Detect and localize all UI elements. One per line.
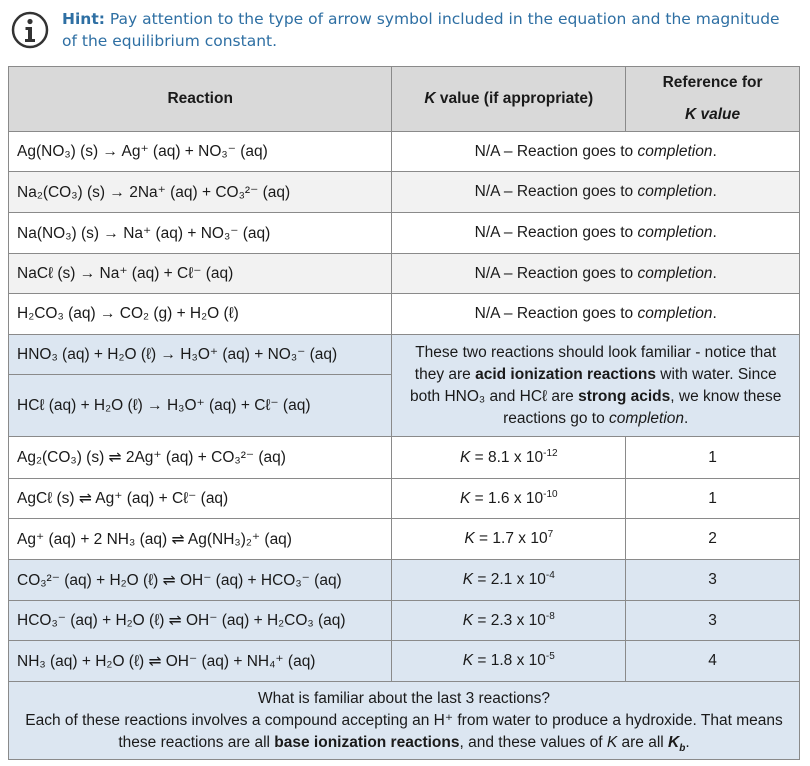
k-symbol: K (462, 611, 474, 629)
completion-prefix: N/A – Reaction goes to (474, 264, 638, 282)
note-text: These two reactions should look familiar - notice that they are (414, 343, 777, 383)
table-row (9, 519, 800, 560)
header-k-text: value (if appropriate) (435, 90, 594, 107)
k-mantissa: = 8.1 x 10 (470, 448, 544, 466)
header-ref-line2: K value (685, 106, 741, 123)
reactions-table (8, 66, 800, 760)
table-row (9, 172, 800, 213)
k-value-cell (392, 479, 626, 519)
k-symbol: K (462, 571, 474, 588)
k-value-cell (392, 601, 626, 641)
note-bold: acid ionization reactions (475, 365, 656, 383)
k-value-cell (392, 560, 626, 601)
completion-suffix: . (712, 142, 717, 160)
footer-note (9, 682, 800, 760)
header-k-value (392, 67, 626, 132)
header-k-symbol: K (424, 90, 436, 107)
k-symbol: K (459, 448, 471, 466)
completion-italic: completion (637, 224, 713, 241)
table-row (9, 254, 800, 294)
completion-cell (392, 172, 800, 213)
footer-k-italic: K (606, 733, 618, 751)
k-mantissa: = 1.6 x 10 (470, 489, 544, 507)
footer-text: , and these values of (459, 733, 607, 751)
k-exponent: -8 (545, 610, 555, 622)
footer-row (9, 682, 800, 760)
footer-kb: K (668, 733, 680, 751)
reaction-cell: Ag₂(CO₃) (s) ⇌ 2Ag⁺ (aq) + CO₃²⁻ (aq) (9, 437, 392, 479)
reaction-cell: Na(NO₃) (s) → Na⁺ (aq) + NO₃⁻ (aq) (9, 213, 392, 254)
table-row (9, 335, 800, 375)
completion-cell (392, 294, 800, 335)
reference-cell: 1 (626, 479, 800, 519)
reference-cell: 1 (626, 437, 800, 479)
completion-suffix: . (712, 305, 717, 322)
completion-cell (392, 213, 800, 254)
header-reference (626, 67, 800, 132)
completion-prefix: N/A – Reaction goes to (474, 305, 638, 322)
k-symbol: K (464, 530, 475, 547)
table-row (9, 479, 800, 519)
k-mantissa: = 1.8 x 10 (473, 652, 546, 669)
k-exponent: -12 (543, 447, 558, 459)
reaction-cell: H₂CO₃ (aq) → CO₂ (g) + H₂O (ℓ) (9, 294, 392, 335)
reference-cell: 4 (626, 641, 800, 682)
completion-suffix: . (712, 183, 717, 200)
completion-italic: completion (637, 183, 713, 200)
note-bold: strong acids (578, 387, 671, 405)
footer-end: . (685, 733, 690, 751)
footer-text: Each of these reactions involves a compound accepting an H⁺ from water to produce a hydroxide. That means these reactions are all (25, 711, 783, 751)
table-row (9, 132, 800, 172)
completion-italic: completion (637, 142, 713, 160)
completion-prefix: N/A – Reaction goes to (474, 183, 638, 200)
reaction-cell: HCℓ (aq) + H₂O (ℓ) → H₃O⁺ (aq) + Cℓ⁻ (aq) (9, 375, 392, 437)
k-exponent: 7 (547, 528, 554, 540)
hint-box (10, 6, 800, 62)
completion-cell (392, 254, 800, 294)
reaction-cell: Ag(NO₃) (s) → Ag⁺ (aq) + NO₃⁻ (aq) (9, 132, 392, 172)
hint-text (62, 8, 797, 52)
strong-acid-note (392, 335, 800, 437)
table-row (9, 560, 800, 601)
reference-cell: 3 (626, 601, 800, 641)
k-exponent: -5 (545, 650, 555, 662)
k-exponent: -4 (545, 569, 555, 581)
reaction-cell: NaCℓ (s) → Na⁺ (aq) + Cℓ⁻ (aq) (9, 254, 392, 294)
k-exponent: -10 (543, 488, 558, 500)
footer-kb-sub: b (679, 742, 686, 754)
k-symbol: K (459, 489, 471, 507)
header-reaction: Reaction (9, 67, 392, 132)
k-value-cell (392, 641, 626, 682)
info-icon (10, 10, 50, 50)
footer-bold: base ionization reactions (274, 733, 460, 751)
reaction-cell: NH₃ (aq) + H₂O (ℓ) ⇌ OH⁻ (aq) + NH₄⁺ (aq) (9, 641, 392, 682)
completion-cell (392, 132, 800, 172)
footer-question: What is familiar about the last 3 reactions? (257, 689, 551, 707)
reaction-cell: CO₃²⁻ (aq) + H₂O (ℓ) ⇌ OH⁻ (aq) + HCO₃⁻ (aq) (9, 560, 392, 601)
k-value-cell (392, 437, 626, 479)
k-mantissa: = 1.7 x 10 (474, 530, 548, 547)
completion-suffix: . (712, 224, 717, 241)
completion-italic: completion (637, 305, 713, 322)
note-text: , we know these reactions go to (503, 387, 782, 427)
hint-body: Pay attention to the type of arrow symbol included in the equation and the magnitude of the equilibrium constant. (62, 10, 780, 50)
note-italic: completion (609, 409, 685, 427)
note-text: with water. Since both HNO₃ and HCℓ are (409, 365, 777, 405)
table-row (9, 601, 800, 641)
table-header-row (9, 67, 800, 132)
table-row (9, 437, 800, 479)
completion-italic: completion (637, 264, 713, 282)
reaction-cell: Na₂(CO₃) (s) → 2Na⁺ (aq) + CO₃²⁻ (aq) (9, 172, 392, 213)
reference-cell: 3 (626, 560, 800, 601)
hint-label: Hint: (62, 10, 105, 28)
k-mantissa: = 2.1 x 10 (473, 571, 546, 588)
reaction-cell: AgCℓ (s) ⇌ Ag⁺ (aq) + Cℓ⁻ (aq) (9, 479, 392, 519)
reaction-cell: Ag⁺ (aq) + 2 NH₃ (aq) ⇌ Ag(NH₃)₂⁺ (aq) (9, 519, 392, 560)
table-row (9, 641, 800, 682)
completion-prefix: N/A – Reaction goes to (474, 142, 638, 160)
reaction-cell: HCO₃⁻ (aq) + H₂O (ℓ) ⇌ OH⁻ (aq) + H₂CO₃ (aq) (9, 601, 392, 641)
table-row (9, 294, 800, 335)
completion-prefix: N/A – Reaction goes to (474, 224, 638, 241)
note-text: . (684, 409, 689, 427)
k-value-cell (392, 519, 626, 560)
table-row (9, 213, 800, 254)
footer-text: are all (617, 733, 669, 751)
k-mantissa: = 2.3 x 10 (473, 611, 546, 629)
reference-cell: 2 (626, 519, 800, 560)
reaction-cell: HNO₃ (aq) + H₂O (ℓ) → H₃O⁺ (aq) + NO₃⁻ (aq) (9, 335, 392, 375)
completion-suffix: . (712, 264, 717, 282)
header-ref-line1: Reference for (662, 74, 763, 91)
k-symbol: K (462, 652, 474, 669)
